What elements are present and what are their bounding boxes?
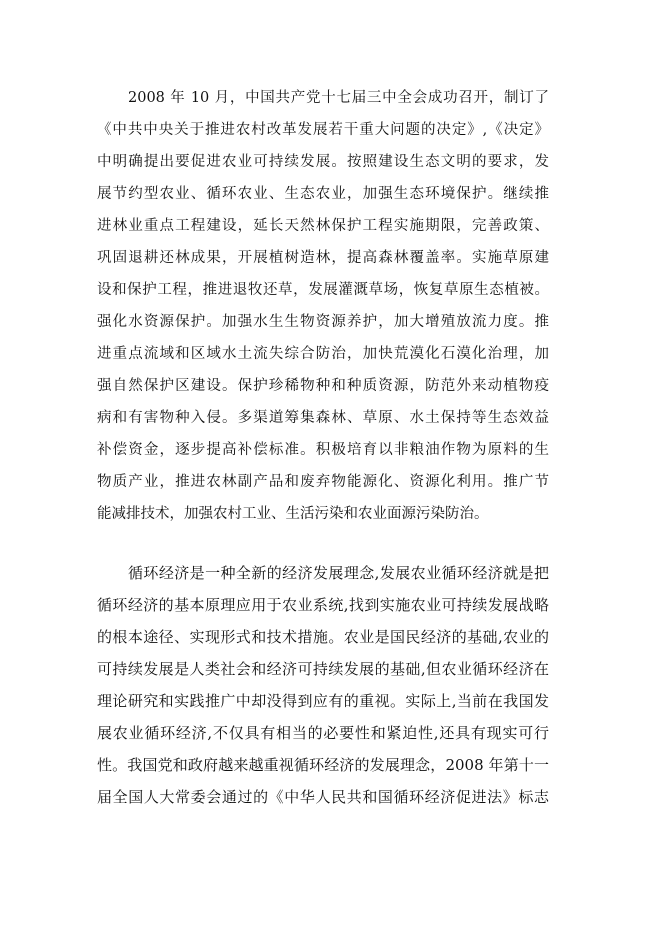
paragraph-line: 病和有害物种入侵。多渠道筹集森林、草原、水土保持等生态效益: [97, 410, 549, 426]
paragraph-line: 循环经济是一种全新的经济发展理念,发展农业循环经济就是把: [128, 564, 549, 582]
paragraph-line: 《中共中央关于推进农村改革发展若干重大问题的决定》,《决定》: [97, 122, 549, 138]
paragraph-line: 进重点流域和区域水土流失综合防治，加快荒漠化石漠化治理，加: [97, 346, 549, 362]
paragraph-line: 的根本途径、实现形式和技术措施。农业是国民经济的基础,农业的: [97, 628, 549, 646]
paragraph-line: 届全国人大常委会通过的《中华人民共和国循环经济促进法》标志: [97, 788, 549, 806]
paragraph-line: 展节约型农业、循环农业、生态农业，加强生态环境保护。继续推: [97, 186, 549, 202]
paragraph-line: 物质产业，推进农林副产品和废弃物能源化、资源化利用。推广节: [97, 474, 549, 490]
paragraph-line: 能减排技术，加强农村工业、生活污染和农业面源污染防治。: [97, 506, 489, 522]
paragraph-line: 循环经济的基本原理应用于农业系统,找到实施农业可持续发展战略: [97, 596, 549, 614]
paragraph-line: 强化水资源保护。加强水生生物资源养护，加大增殖放流力度。推: [97, 314, 549, 330]
paragraph-line: 可持续发展是人类社会和经济可持续发展的基础,但农业循环经济在: [97, 660, 549, 678]
paragraph-line: 理论研究和实践推广中却没得到应有的重视。实际上,当前在我国发: [97, 692, 549, 710]
paragraph-line: 设和保护工程，推进退牧还草，发展灌溉草场，恢复草原生态植被。: [97, 282, 549, 298]
paragraph-line: 2008 年 10 月，中国共产党十七届三中全会成功召开，制订了: [128, 90, 549, 106]
paragraph-line: 巩固退耕还林成果，开展植树造林，提高森林覆盖率。实施草原建: [97, 250, 549, 266]
paragraph-line: 补偿资金，逐步提高补偿标准。积极培育以非粮油作物为原料的生: [97, 442, 549, 458]
paragraph-line: 强自然保护区建设。保护珍稀物种和种质资源，防范外来动植物疫: [97, 378, 549, 394]
paragraph-line: 进林业重点工程建设，延长天然林保护工程实施期限，完善政策、: [97, 218, 549, 234]
paragraph-line: 展农业循环经济,不仅具有相当的必要性和紧迫性,还具有现实可行: [97, 724, 549, 742]
paragraph-line: 中明确提出要促进农业可持续发展。按照建设生态文明的要求，发: [97, 154, 549, 170]
paragraph-line: 性。我国党和政府越来越重视循环经济的发展理念，2008 年第十一: [97, 756, 549, 774]
